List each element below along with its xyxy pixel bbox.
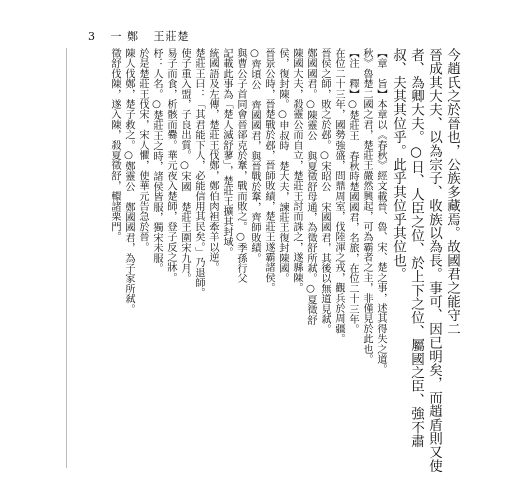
annotation-column: 陳國大夫，殺靈公而自立，楚莊王討而誅之，遂縣陳。 xyxy=(291,48,302,293)
annotation-column: ○齊頃公 齊國國君，與晉戰於鞌，齊師敗績。 xyxy=(249,48,260,263)
annotation-column: 徵舒伐陳，遂入陳，殺夏徵舒，轘諸栗門。 xyxy=(109,48,120,242)
annotation-column: 杼：人名。○楚莊王之時，諸侯皆服，獨宋未服。 xyxy=(151,48,162,274)
main-text-column: 者、為卿大夫。○日、人臣之位、於上下之位、屬國之臣、強不肅 xyxy=(408,48,424,448)
annotation-column: 與曹公子首同會晉郤克於鞌，戰而敗之。○季孫行父 xyxy=(235,48,246,284)
main-text-column: 叔、夫其其位乎。此乎其位乎其位也。 xyxy=(390,48,406,281)
page-number: 3 xyxy=(88,30,96,43)
annotation-column: 晉侯之師，敗之於邲。○宋昭公 宋國國君，其後以無道見弒。 xyxy=(319,48,330,335)
annotation-column: 秋》魯楚二國之君，楚莊王嚴然興起，可為霸者之主，非僅見於此也。 xyxy=(361,48,372,365)
annotation-column: 易子而食，析骸而爨。華元夜入楚師，登子反之牀。 xyxy=(165,48,176,283)
annotation-column: 楚莊王曰：「其君能下人，必能信用其民矣。」乃退師。 xyxy=(193,48,204,298)
running-header xyxy=(88,28,200,44)
annotation-column: 在位二十三年，國勢強盛，問鼎周室，伐陸渾之戎，觀兵於周疆。 xyxy=(333,48,344,344)
vertical-text-body xyxy=(58,48,460,473)
annotation-column: 使子重入盟，子良出質。○宋國 楚莊王圍宋九月。 xyxy=(179,48,190,284)
annotation-column: 記載此事為「楚人滅舒蓼」，楚莊王擴其封域。 xyxy=(221,48,232,258)
annotation-column: 鄭國國君。○陳靈公 與夏徵舒母通，為徵舒所弒。○夏徵舒 xyxy=(305,48,316,325)
annotation-column: 【注 釋】○楚莊王 春秋時楚國國君，名旅，在位二十三年。 xyxy=(347,48,358,335)
annotation-column: 【章 旨】本章以《春秋》經文載晉、魯、宋、楚之事，述其得失之道。 xyxy=(375,48,386,375)
annotation-column: 於是楚莊王伐宋，宋人懼，使華元告急於晉。 xyxy=(137,48,148,252)
annotation-column: 統國語及左傳，楚莊王伐鄭，鄭伯肉袒牽羊以逆。 xyxy=(207,48,218,273)
section-label: 一 鄭 xyxy=(110,30,139,43)
main-text-column: 今趙氏之於晉也，公族多藏焉。故國君之能守二 xyxy=(444,48,460,336)
annotation-column: 陳人伐鄭，楚子救之。○鄭靈公 鄭國國君，為子家所弒。 xyxy=(123,48,134,314)
main-text-column: 晉成其大夫、以為宗子、收族以為長。事可、因已明矣，而趙盾則又使 xyxy=(426,48,442,473)
chapter-title: 王莊楚 xyxy=(153,30,190,43)
annotation-column: 侯，復封陳。○申叔時 楚大夫，諫莊王復封陳國。 xyxy=(277,48,288,284)
annotation-column: 晉景公時，晉楚戰於邲，晉師敗績，楚莊王遂霸諸侯。 xyxy=(263,48,274,293)
